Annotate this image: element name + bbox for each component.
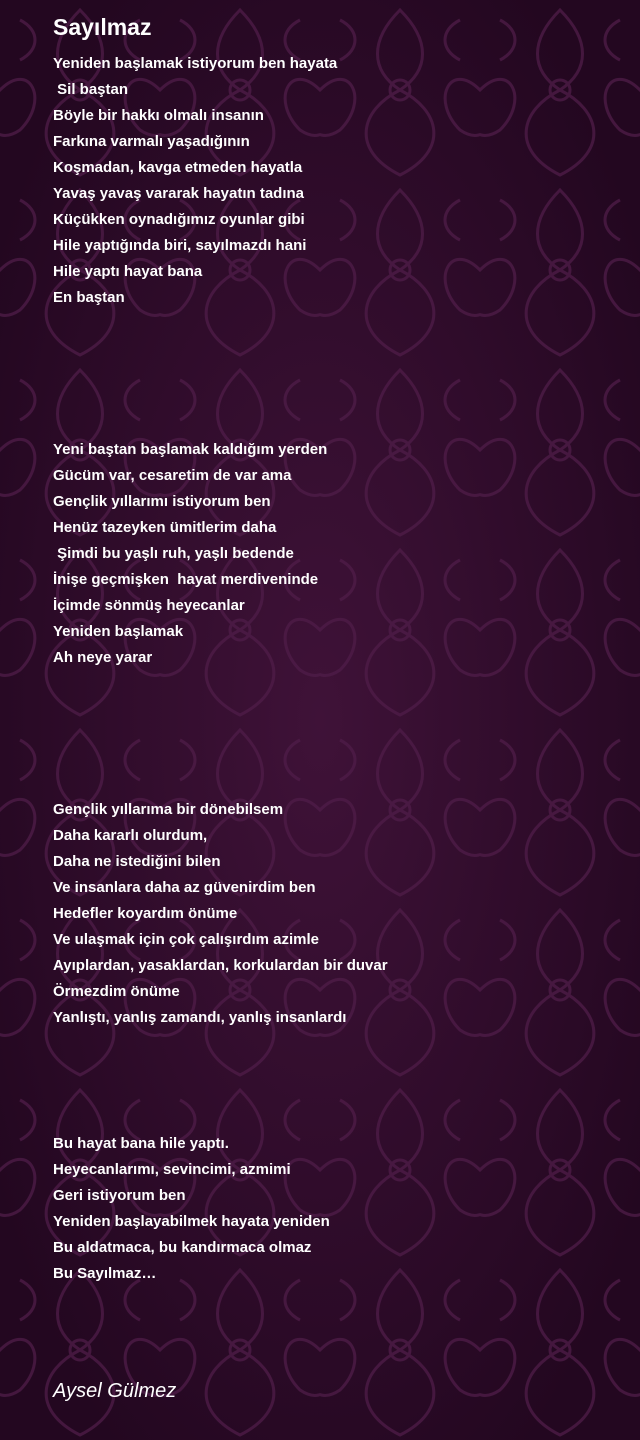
poem-line: Bu aldatmaca, bu kandırmaca olmaz <box>53 1239 312 1256</box>
poem-line: İçimde sönmüş heyecanlar <box>53 597 245 614</box>
poem-line: Şimdi bu yaşlı ruh, yaşlı bedende <box>53 545 294 562</box>
poem-line: Yeniden başlayabilmek hayata yeniden <box>53 1213 330 1230</box>
poem-line: Ve insanlara daha az güvenirdim ben <box>53 879 316 896</box>
poem-line: Ve ulaşmak için çok çalışırdım azimle <box>53 931 319 948</box>
poem-line: Hile yaptığında biri, sayılmazdı hani <box>53 237 307 254</box>
poem-line: Yanlıştı, yanlış zamandı, yanlış insanlardı <box>53 1009 347 1026</box>
poem-line: Hile yaptı hayat bana <box>53 263 203 280</box>
poem-line: Farkına varmalı yaşadığının <box>53 133 250 150</box>
poem-line: Henüz tazeyken ümitlerim daha <box>53 519 277 536</box>
poem-line: Örmezdim önüme <box>53 983 180 1000</box>
poem-line: Daha kararlı olurdum, <box>53 827 208 844</box>
poem-line: Yeniden başlamak istiyorum ben hayata <box>53 55 338 72</box>
poem-line: Bu hayat bana hile yaptı. <box>53 1135 229 1152</box>
poem-line: Ah neye yarar <box>53 649 153 666</box>
poem-line: Koşmadan, kavga etmeden hayatla <box>53 159 303 176</box>
poem-line: Bu Sayılmaz… <box>53 1265 157 1282</box>
poem-line: Yeni baştan başlamak kaldığım yerden <box>53 441 328 458</box>
poem-line: Daha ne istediğini bilen <box>53 853 221 870</box>
poem-line: Yavaş yavaş vararak hayatın tadına <box>53 185 305 202</box>
poem-line: Heyecanlarımı, sevincimi, azmimi <box>53 1161 291 1178</box>
poem-stanza-3 <box>53 797 388 1031</box>
poem-line: Geri istiyorum ben <box>53 1187 186 1204</box>
poem-title: Sayılmaz <box>53 14 152 40</box>
poem-stanza-4 <box>53 1131 330 1287</box>
poem-author: Aysel Gülmez <box>53 1380 177 1402</box>
poem-stanza-2 <box>53 437 327 671</box>
poem-line: Küçükken oynadığımız oyunlar gibi <box>53 211 305 228</box>
poem-line: Hedefler koyardım önüme <box>53 905 238 922</box>
poem-line: Gençlik yıllarıma bir dönebilsem <box>53 801 284 818</box>
poem-stanza-1 <box>53 51 337 311</box>
poem-line: Ayıplardan, yasaklardan, korkulardan bir duvar <box>53 957 388 974</box>
poem-line: İnişe geçmişken hayat merdiveninde <box>53 571 319 588</box>
poem-line: Yeniden başlamak <box>53 623 184 640</box>
poem-line: Böyle bir hakkı olmalı insanın <box>53 107 264 124</box>
poem-line: Gücüm var, cesaretim de var ama <box>53 467 292 484</box>
poem-line: Gençlik yıllarımı istiyorum ben <box>53 493 271 510</box>
poem-line: En baştan <box>53 289 125 306</box>
poem-line: Sil baştan <box>53 81 129 98</box>
